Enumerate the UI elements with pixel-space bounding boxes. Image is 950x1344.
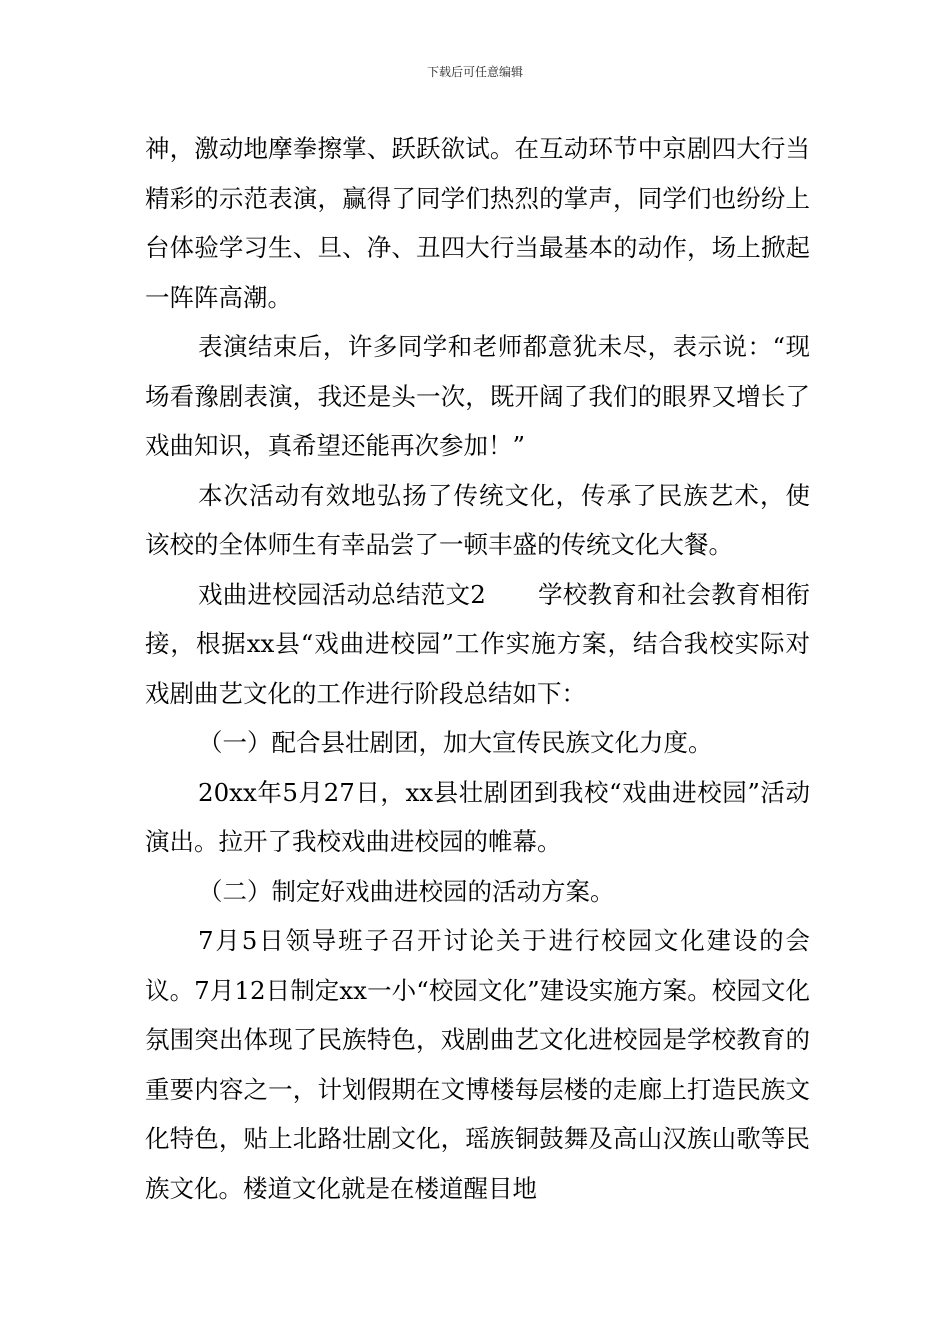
section-intro: 学校教育和社会教育相衔接，根据xx县“戏曲进校园”工作实施方案，结合我校实际对戏剧曲艺文化的工作进行阶段总结如下： — [145, 579, 810, 708]
paragraph-6: 20xx年5月27日，xx县壮剧团到我校“戏曲进校园”活动演出。拉开了我校戏曲进校园的帷幕。 — [145, 777, 810, 856]
page-header: 下载后可任意编辑 — [426, 65, 523, 79]
paragraph-5: （一）配合县壮剧团，加大宣传民族文化力度。 — [198, 728, 713, 757]
paragraph-1: 神，激动地摩拳擦掌、跃跃欲试。在互动环节中京剧四大行当精彩的示范表演，赢得了同学们热烈的掌声，同学们也纷纷上台体验学习生、旦、净、丑四大行当最基本的动作，场上掀起一阵阵高潮。 — [145, 134, 810, 312]
document-body — [145, 124, 810, 1213]
paragraph-3: 本次活动有效地弘扬了传统文化，传承了民族艺术，使该校的全体师生有幸品尝了一顿丰盛的传统文化大餐。 — [145, 480, 810, 559]
paragraph-8: 7月5日领导班子召开讨论关于进行校园文化建设的会议。7月12日制定xx一小“校园文化”建设实施方案。校园文化氛围突出体现了民族特色，戏剧曲艺文化进校园是学校教育的重要内容之一，计划假期在文博楼每层楼的走廊上打造民族文化特色，贴上北路壮剧文化，瑶族铜鼓舞及高山汉族山歌等民族文化。楼道文化就是在楼道醒目地 — [145, 926, 810, 1203]
section-title: 戏曲进校园活动总结范文2 — [198, 579, 486, 609]
paragraph-2: 表演结束后，许多同学和老师都意犹未尽，表示说：“现场看豫剧表演，我还是头一次，既开阔了我们的眼界又增长了戏曲知识，真希望还能再次参加！” — [145, 332, 810, 460]
paragraph-7: （二）制定好戏曲进校园的活动方案。 — [198, 876, 615, 906]
paragraph-4 — [145, 570, 810, 719]
